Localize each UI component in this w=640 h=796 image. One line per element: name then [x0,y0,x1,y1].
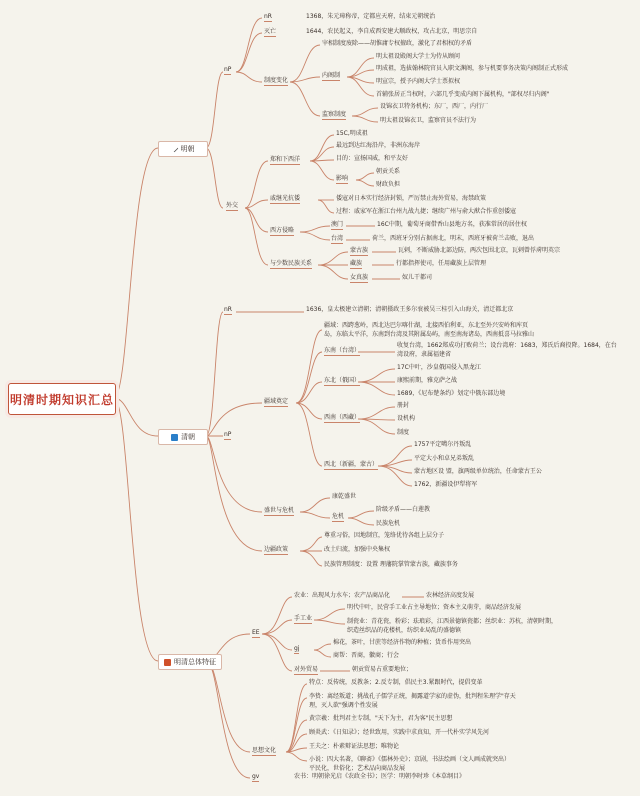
node-zhenghe[interactable]: 郑和下西洋 [270,156,301,163]
leaf: 王夫之：朴素辩证法思想；唯物论 [309,743,400,750]
leaf: 明成祖，选拔翰林院官员入职文渊阁，参与机要事务决策内阁制正式形成 [376,65,569,72]
leaf: 明太祖设殿阁大学士为侍从顾问 [376,53,461,60]
leaf: 制度 [397,429,410,436]
leaf: 设机构 [397,415,416,422]
leaf: 平定大小和卓兄弟叛乱 [414,455,475,462]
node-ming-founding[interactable]: nR [264,13,272,20]
leaf: 阶级矛盾——白莲教 [376,506,431,513]
node-southwest[interactable]: 西南（西藏） [324,414,361,421]
leaf: 过程：戚家军在浙江台州九战九捷；继续广州与俞大猷合作重创倭寇 [336,208,517,215]
node-crisis[interactable]: 危机 [332,513,345,520]
category-label: 清朝 [181,433,195,441]
leaf: 理，灭人欲"强调个性发展 [309,702,378,709]
leaf: 朝贡贸易占重要地位； [352,666,413,673]
node-science[interactable]: gv [252,773,260,780]
node-tibetan[interactable]: 藏族 [350,260,363,267]
node-southeast[interactable]: 东南（台湾） [324,347,361,354]
leaf: 荷兰，西班牙分别占据南北，明末，西班牙被荷兰击败，退出 [372,235,535,242]
leaf: 15C,明成祖 [336,130,368,137]
root-topic[interactable]: 明清时期知识汇总 [8,383,116,415]
node-western-invasion[interactable]: 西方侵略 [270,227,295,234]
node-jurchen[interactable]: 女真族 [350,274,369,281]
leaf: 1636，皇太极建立清朝；清朝摄政王多尔衮被吴三桂引入山海关，清迁都北京 [306,306,514,313]
tools-icon [171,145,178,152]
leaf: 改土归流，加强中央集权 [324,546,391,553]
node-qing-politics[interactable]: nP [224,431,232,438]
leaf: 首辅张居正当权时，六部几乎变成内阁下属机构，"部权尽归内阁" [376,91,550,98]
leaf: 黄宗羲：批判君主专制，"天下为主，君为客"民主思想 [309,715,453,722]
flag-icon [171,434,178,441]
node-frontier-policy[interactable]: 边疆政策 [264,546,289,553]
node-supervision[interactable]: 监察制度 [322,111,347,118]
leaf: 明宣宗，授予内阁大学士票拟权 [376,78,461,85]
leaf: 农书：明朝徐光启《农政全书》；医学：明朝李时珍《本草纲目》 [294,773,466,780]
leaf: 1757平定噶尔丹叛乱 [414,441,472,448]
node-minorities[interactable]: 与少数民族关系 [270,260,313,267]
leaf: 1368，朱元璋称帝，定都应天府，结束元朝统治 [306,13,436,20]
leaf: 商帮：晋商，徽商；行会 [333,652,400,659]
leaf: 明代中叶，民营手工业占主导地位；资本主义萌芽，商品经济发展 [347,604,522,611]
node-taiwan[interactable]: 台湾 [331,235,344,242]
leaf: 目的：宣扬国威，和平友好 [336,155,409,162]
node-handicraft[interactable]: 手工业 [294,615,313,622]
leaf: 宰相制度废除——胡惟庸专权擅政，激化了君相权的矛盾 [322,40,473,47]
leaf: 平民化，世俗化；艺术品向商品发展 [309,765,406,772]
category-overall[interactable] [158,654,222,670]
node-thought-culture[interactable]: 思想文化 [252,747,277,754]
node-commerce[interactable]: gj [294,645,300,652]
node-ming-fall[interactable]: 灭亡 [264,28,277,35]
flag-icon [164,659,171,666]
leaf: 康熙前期，雅克萨之战 [397,377,458,384]
leaf: 奴儿干都司 [402,274,433,281]
leaf: 1689，《尼布楚条约》划定中俄东部边境 [397,390,506,397]
node-influence[interactable]: 影响 [336,175,349,182]
node-mongol[interactable]: 蒙古族 [350,247,369,254]
category-label: 明清总体特征 [174,658,216,666]
leaf: 小说：四大名著，《聊斋》《儒林外史》；京剧，书法绘画（文人画成就突出） [309,756,511,763]
leaf: 农林经济高度发展 [426,592,475,599]
leaf: 财政负担 [376,181,401,188]
leaf: 特点：反传统，反教条；2.反专制，倡民主3.紧跟时代，提倡变革 [309,679,483,686]
leaf: 1762，新疆设伊犁将军 [414,481,478,488]
node-ming-foreign[interactable]: 外交 [226,202,239,209]
leaf: 棉花，茶叶，甘蔗等经济作物的种植；货币作用突出 [333,639,472,646]
node-northwest[interactable]: 西北（新疆，蒙古） [324,461,379,468]
leaf: 朝贡关系 [376,168,401,175]
leaf: 收复台湾，1662郑成功打败荷兰；设台湾府：1683，郑氏后裔投降。1684，在台 [397,342,617,349]
leaf: 李贽：离经叛道；挑战孔子儒学正统，揭露道学家的虚伪，批判程朱理学"存天 [309,693,516,700]
leaf: 民族管理制度：设置 理藩院掌管蒙古族，藏族事务 [324,561,458,568]
node-qing-founding[interactable]: nR [224,306,232,313]
node-qijiguang[interactable]: 戚继光抗倭 [270,195,301,202]
leaf: 蒙古地区设 盟，旗两级单位统治，任命蒙古王公 [414,468,542,475]
leaf: 行都指挥使司，任用藏族上层管理 [396,260,487,267]
node-macau[interactable]: 澳门 [331,221,344,228]
node-ming-system[interactable]: 制度变化 [264,77,289,84]
leaf: 设锦衣卫特务机构；东厂，西厂，内行厂 [380,103,489,110]
leaf: 岛，东临太平洋，东南到台湾及其附属岛屿，南至南海诸岛，西南抵喜马拉雅山 [324,331,535,338]
leaf: 最远到达红海沿岸，非洲东海岸 [336,142,421,149]
category-qing[interactable] [158,429,208,445]
leaf: 倭寇对日本实行经济封锁，严厉禁止海外贸易，海禁政策 [336,195,487,202]
node-cabinet[interactable]: 内阁制 [322,72,341,79]
leaf: 瓦剌，不断威胁北部边防，两次包围北京，瓦剌曾俘虏明英宗 [398,247,561,254]
leaf: 册封 [397,402,410,409]
leaf: 疆域：西跨葱岭，西北达巴尔喀什湖，北接西伯利亚，东北至外兴安岭和库页 [324,322,529,329]
leaf: 顾炎武：《日知录》；经世致用，实践中求真知，开一代朴实学风先河 [309,729,490,736]
leaf: 民族危机 [376,520,401,527]
leaf: 织造丝织品的花楼机，纺织业局乱的盛德镇 [347,627,462,634]
leaf: 尊重习俗，因地制宜，笼络优待各组上层分子 [324,532,445,539]
category-label: 明朝 [180,145,195,153]
node-northeast[interactable]: 东北（俄国） [324,377,361,384]
leaf: 16C中期，葡萄牙商借香山县地方名，获准常居的居住权 [377,221,527,228]
leaf: 湾设府，隶属福建省 [397,351,452,358]
leaf: 明太祖设锦衣卫，监察官员不法行为 [380,117,477,124]
leaf: 制瓷业：青花瓷，粉彩；珐琅彩，江西景德镇瓷都；丝织业：苏杭，清朝时期， [347,618,558,625]
node-ming-politics[interactable]: nP [224,66,232,73]
node-foreign-trade[interactable]: 对外贸易 [294,666,319,673]
leaf: 17C中叶，沙皇俄国侵入黑龙江 [397,364,481,371]
node-economy[interactable]: EE [252,629,260,636]
leaf: 康乾盛世 [332,493,357,500]
category-ming[interactable] [158,141,208,157]
leaf: 农业：出现风力水车；农产品商品化 [294,592,391,599]
node-prosperity-crisis[interactable]: 盛世与危机 [264,507,295,514]
node-territory[interactable]: 疆域奠定 [264,398,289,405]
leaf: 1644，农民起义，李自成西安建大顺政权，攻占北京，明思宗自 [306,28,478,35]
